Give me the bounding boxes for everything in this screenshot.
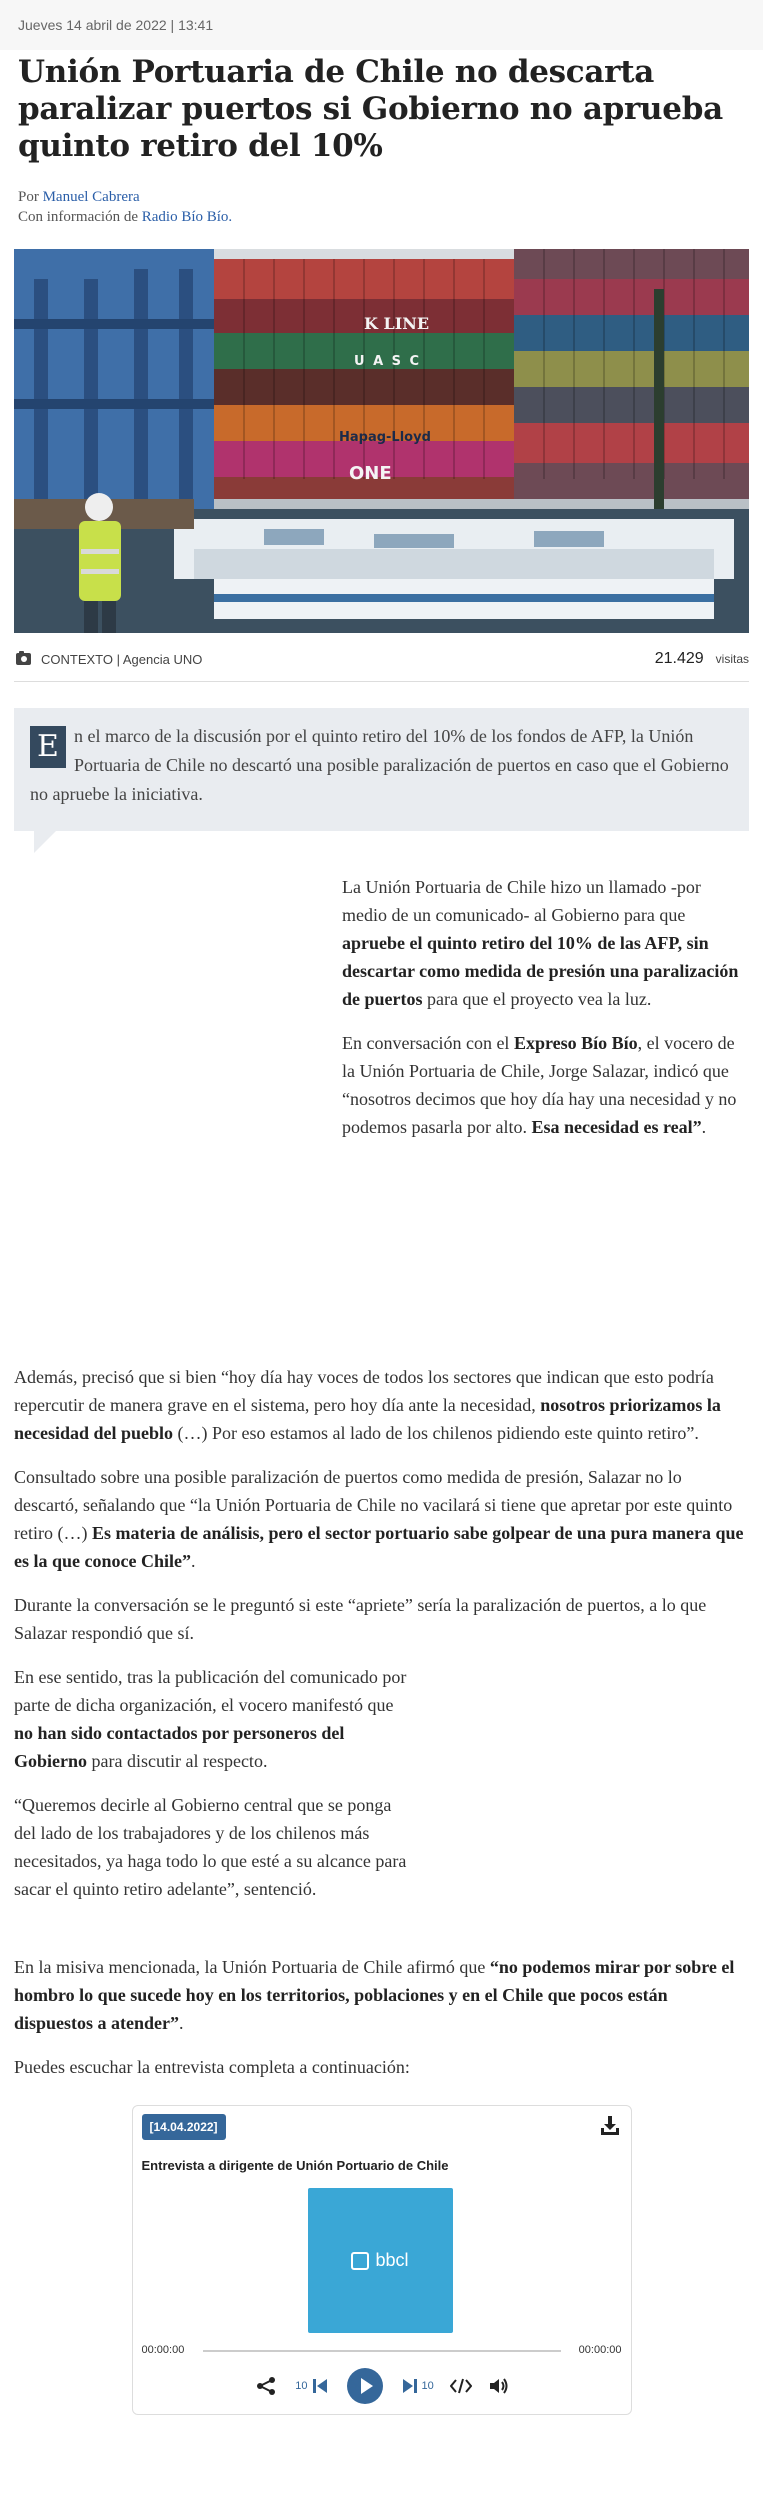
container-label-uasc: U A S C	[354, 354, 422, 369]
body-paragraph-1: La Unión Portuaria de Chile hizo un llamado -por medio de un comunicado- al Gobierno para que apruebe el quinto retiro del 10% de las AFP, sin descartar como medida de presión una paralización de puertos para que el proyecto vea la luz.	[342, 877, 739, 1009]
body-paragraph-6: En ese sentido, tras la publicación del comunicado por parte de dicha organización, el vocero manifestó que no han sido contactados por personeros del Gobierno para discutir al respecto.	[14, 1667, 407, 1771]
body-paragraph-8: En la misiva mencionada, la Unión Portuaria de Chile afirmó que “no podemos mirar por sobre el hombro lo que sucede hoy en los territorios, poblaciones y en el Chile que pocos están dispuestos a atender”.	[14, 1957, 735, 2033]
photo-caption-row	[14, 647, 749, 671]
audio-cover	[308, 2188, 453, 2333]
article-title: Unión Portuaria de Chile no descarta paralizar puertos si Gobierno no aprueba quinto retiro del 10%	[18, 54, 723, 164]
author-link[interactable]: Manuel Cabrera	[42, 189, 140, 205]
source-link[interactable]: Radio Bío Bío.	[141, 209, 233, 225]
container-label-one: ONE	[349, 463, 392, 484]
article-body	[0, 873, 763, 2081]
photo-caption: CONTEXTO | Agencia UNO	[41, 651, 203, 667]
time-current: 00:00:00	[141, 2344, 185, 2356]
audio-title: Entrevista a dirigente de Unión Portuario de Chile	[141, 2158, 449, 2173]
ad-space-wide	[14, 1193, 749, 1363]
audio-player	[132, 2105, 632, 2415]
progress-track[interactable]	[203, 2350, 561, 2352]
body-paragraph-7: “Queremos decirle al Gobierno central que se ponga del lado de los trabajadores y de los chilenos más necesitados, ya haga todo lo que esté a su alcance para sacar el quinto retiro adelante”, sentenció.	[14, 1795, 407, 1899]
container-label-kline: K LINE	[364, 314, 430, 333]
skip-back-button[interactable]	[295, 2377, 328, 2395]
date-bar	[0, 0, 763, 50]
ad-space-left	[14, 873, 322, 1193]
body-paragraph-3: Además, precisó que si bien “hoy día hay voces de todos los sectores que indican que esto podría repercutir de manera grave en el sistema, pero hoy día ante la necesidad, nosotros priorizamos la necesidad del pueblo (…) Por eso estamos al lado de los chilenos pidiendo este quinto retiro”.	[14, 1367, 721, 1443]
publish-date: Jueves 14 abril de 2022 | 13:41	[18, 17, 214, 33]
skip-back-seconds: 10	[295, 2380, 308, 2392]
article-photo	[14, 249, 749, 633]
skip-forward-icon	[401, 2377, 419, 2395]
headline-block	[0, 50, 763, 165]
byline-prefix: Por	[18, 189, 39, 205]
byline	[0, 165, 763, 227]
volume-icon[interactable]	[488, 2377, 510, 2395]
time-total: 00:00:00	[578, 2344, 622, 2356]
ad-space-right	[429, 1663, 749, 1953]
cover-label: bbcl	[375, 2250, 409, 2270]
dropcap: E	[30, 726, 66, 768]
download-icon[interactable]	[599, 2114, 621, 2136]
embed-code-icon[interactable]	[450, 2377, 472, 2395]
lead-text: n el marco de la discusión por el quinto retiro del 10% de los fondos de AFP, la Unión Portuaria de Chile no descartó una posible paralización de puertos en caso que el Gobierno no apruebe la iniciativa.	[30, 726, 729, 804]
skip-back-icon	[311, 2377, 329, 2395]
body-paragraph-5: Durante la conversación se le preguntó si este “apriete” sería la paralización de puertos, a lo que Salazar respondió que sí.	[14, 1595, 707, 1643]
bbcl-logo-icon	[351, 2252, 369, 2270]
visits-count: 21.429	[654, 650, 704, 667]
body-paragraph-4: Consultado sobre una posible paralización de puertos como medida de presión, Salazar no lo descartó, señalando que “la Unión Portuaria de Chile no vacilará si tiene que apretar por este quinto retiro (…) Es materia de análisis, pero el sector portuario sabe golpear de una pura manera que es la que conoce Chile”.	[14, 1467, 744, 1571]
info-prefix: Con información de	[18, 209, 138, 225]
body-paragraph-9: Puedes escuchar la entrevista completa a continuación:	[14, 2057, 410, 2077]
skip-forward-seconds: 10	[421, 2380, 434, 2392]
camera-icon	[16, 653, 31, 665]
lead-paragraph	[14, 708, 749, 831]
share-icon[interactable]	[255, 2376, 277, 2396]
audio-date-badge: [14.04.2022]	[142, 2114, 226, 2140]
play-button[interactable]	[347, 2368, 383, 2404]
visits-label: visitas	[715, 652, 749, 666]
container-label-hapag: Hapag-Lloyd	[339, 430, 431, 445]
body-paragraph-2: En conversación con el Expreso Bío Bío, el vocero de la Unión Portuaria de Chile, Jorge Salazar, indicó que “nosotros decimos que hoy día hay una necesidad y no podemos pasarla por alto. Esa necesidad es real”.	[342, 1033, 737, 1137]
divider	[14, 681, 749, 682]
audio-controls	[133, 2368, 631, 2404]
skip-forward-button[interactable]	[401, 2377, 434, 2395]
